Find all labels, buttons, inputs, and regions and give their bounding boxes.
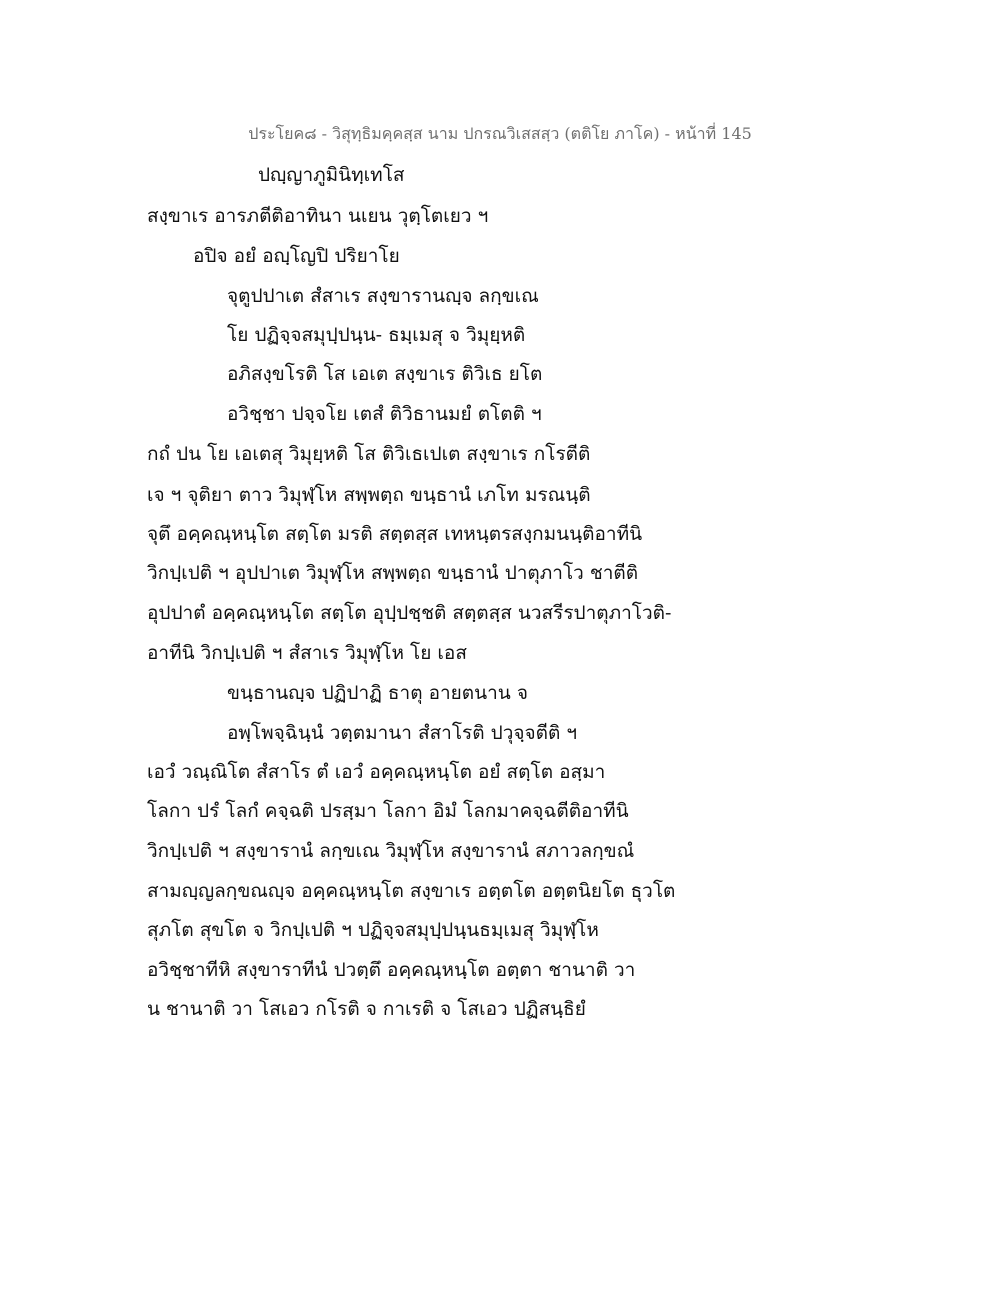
verse-line: อวิชฺชา ปจฺจโย เตสํ ติวิธานมยํ ตโตติ ฯ [227,403,542,425]
text-line: โลกา ปรํ โลกํ คจฺฉติ ปรสฺมา โลกา อิมํ โลกมาคจฺฉตีติอาทีนิ [147,800,629,822]
verse-line: โย ปฏิจฺจสมุปฺปนฺน- ธมฺเมสุ จ วิมุยฺหติ [227,324,526,346]
text-line: อวิชฺชาทีหิ สงฺขาราทีนํ ปวตฺตึ อคฺคณฺหนฺโต อตฺตา ชานาติ วา [147,959,636,981]
verse-line: อพฺโพจฺฉินฺนํ วตฺตมานา สํสาโรติ ปวุจฺจตีติ ฯ [227,722,578,744]
text-line: วิกปฺเปติ ฯ สงฺขารานํ ลกฺขเณ วิมุฬฺโห สงฺขารานํ สภาวลกฺขณํ [147,840,635,862]
text-line: วิกปฺเปติ ฯ อุปปาเต วิมุฬฺโห สพฺพตฺถ ขนฺธานํ ปาตุภาโว ชาตีติ [147,562,639,584]
text-line: จุตึ อคฺคณฺหนฺโต สตฺโต มรติ สตฺตสฺส เทหนฺตรสงฺกมนนฺติอาทีนิ [147,523,643,545]
text-line: อุปปาตํ อคฺคณฺหนฺโต สตฺโต อุปฺปชฺชติ สตฺตสฺส นวสรีรปาตุภาโวติ- [147,602,672,624]
text-line: สุภโต สุขโต จ วิกปฺเปติ ฯ ปฏิจฺจสมุปฺปนฺนธมฺเมสุ วิมุฬฺโห [147,919,599,941]
text-line: สงฺขาเร อารภตีติอาทินา นเยน วุตฺโตเยว ฯ [147,205,489,227]
text-line: กถํ ปน โย เอเตสุ วิมุยฺหติ โส ติวิเธเปเต สงฺขาเร กโรตีติ [147,443,591,465]
text-line: เอวํ วณฺณิโต สํสาโร ตํ เอวํ อคฺคณฺหนฺโต อยํ สตฺโต อสฺมา [147,761,606,783]
page-header: ประโยค๘ - วิสุทฺธิมคฺคสฺส นาม ปกรณวิเสสสฺว (ตติโย ภาโค) - หน้าที่ 145 [248,124,752,143]
text-line: น ชานาติ วา โสเอว กโรติ จ กาเรติ จ โสเอว ปฏิสนฺธิยํ [147,998,586,1020]
section-title: ปญฺญาภูมินิทฺเทโส [258,164,405,186]
text-line: เจ ฯ จุติยา ตาว วิมุฬฺโห สพฺพตฺถ ขนฺธานํ เภโท มรณนฺติ [147,484,591,506]
verse-line: อภิสงฺขโรติ โส เอเต สงฺขาเร ติวิเธ ยโต [227,363,543,385]
text-line: อาทีนิ วิกปฺเปติ ฯ สํสาเร วิมุฬฺโห โย เอส [147,642,467,664]
text-line: อปิจ อยํ อญฺโญปิ ปริยาโย [193,245,400,267]
verse-line: จุตูปปาเต สํสาเร สงฺขารานญฺจ ลกฺขเณ [227,285,539,307]
verse-line: ขนฺธานญฺจ ปฏิปาฏิ ธาตุ อายตนาน จ [227,682,528,704]
text-line: สามญฺญลกฺขณญฺจ อคฺคณฺหนฺโต สงฺขาเร อตฺตโต อตฺตนิยโต ธุวโต [147,880,676,902]
